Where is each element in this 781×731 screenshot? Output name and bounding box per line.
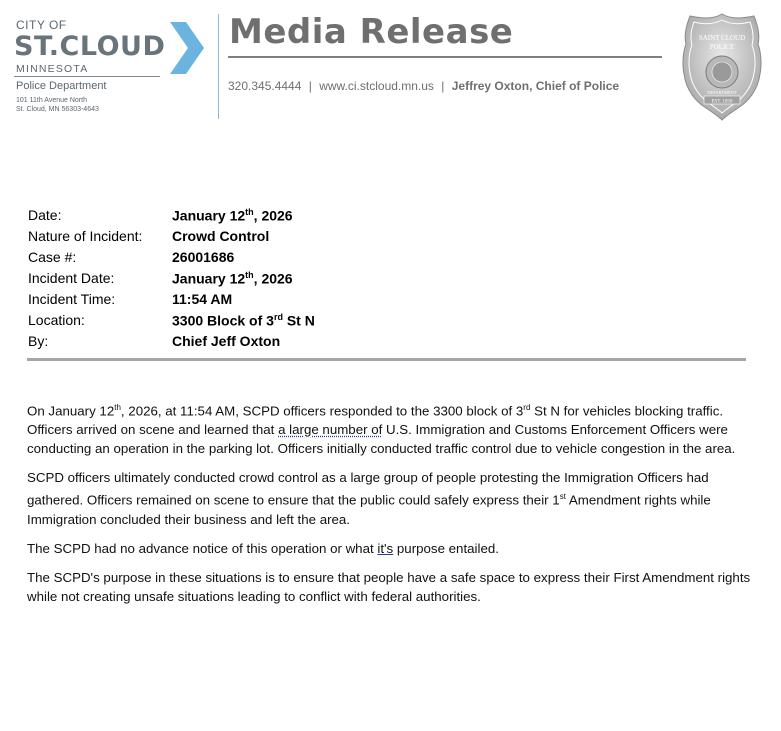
incident-info-table (28, 207, 728, 354)
police-badge-icon (682, 12, 762, 122)
location-value: 3300 Block of 3rd St N (172, 312, 315, 329)
info-row-case (28, 249, 728, 270)
date-label: Date: (28, 207, 62, 223)
nature-label: Nature of Incident: (28, 228, 143, 244)
separator: | (441, 79, 445, 93)
info-row-by (28, 333, 728, 354)
logo-city-name: ST.CLOUD (14, 31, 166, 62)
body-paragraph-1: On January 12th, 2026, at 11:54 AM, SCPD officers responded to the 3300 block of 3rd St N for vehicles blocking traffic. Officers arrived on scene and learned that a large number of U.S. Immigration and Customs Enforcement Officers were conducting an operation in the parking lot. Officers initially conducted traffic control due to vehicle congestion in the area. (27, 403, 736, 457)
badge-top-text: SAINT CLOUD (698, 34, 746, 42)
by-label: By: (28, 333, 49, 349)
city-logo (14, 18, 214, 118)
logo-address-line2: St. Cloud, MN 56303-4643 (16, 106, 99, 113)
logo-city-of: CITY OF (16, 18, 67, 32)
logo-state: MINNESOTA (16, 63, 89, 75)
badge-est-text: EST. 1858 (711, 99, 733, 105)
contact-line (228, 79, 619, 93)
info-row-incident-time (28, 291, 728, 312)
body-paragraph-4: The SCPD's purpose in these situations is to ensure that people have a safe space to express their First Amendment rights while not creating unsafe situations leading to conflict with federal authorities. (27, 569, 751, 604)
media-release-title: Media Release (229, 12, 514, 52)
case-label: Case #: (28, 249, 77, 265)
logo-address-line1: 101 11th Avenue North (16, 97, 87, 104)
incident-date-value: January 12th, 2026 (172, 270, 293, 287)
phone-number: 320.345.4444 (228, 79, 302, 93)
incident-time-value: 11:54 AM (172, 291, 233, 307)
separator: | (308, 79, 312, 93)
incident-date-label: Incident Date: (28, 270, 115, 286)
section-divider (27, 358, 746, 361)
badge-band-text: DEPARTMENT (707, 90, 737, 95)
logo-rule (14, 76, 160, 77)
location-label: Location: (28, 312, 85, 328)
case-value: 26001686 (172, 249, 235, 265)
info-row-nature (28, 228, 728, 249)
body-paragraph-3: The SCPD had no advance notice of this operation or what it's purpose entailed. (27, 540, 499, 556)
info-row-incident-date (28, 270, 728, 291)
website-link[interactable]: www.ci.stcloud.mn.us (319, 79, 434, 93)
release-body (27, 398, 751, 616)
by-value: Chief Jeff Oxton (172, 333, 281, 349)
chief-name: Jeffrey Oxton, Chief of Police (451, 79, 620, 93)
header-divider (218, 14, 219, 119)
body-paragraph-2: SCPD officers ultimately conducted crowd control as a large group of people protesting the Immigration Officers had gathered. Officers remained on scene to ensure that the public could safely express their 1st Amendment rights while Immigration concluded their business and left the area. (27, 470, 711, 527)
nature-value: Crowd Control (172, 228, 270, 244)
title-rule (228, 56, 662, 58)
badge-middle-text: POLICE (709, 43, 735, 51)
logo-department: Police Department (16, 80, 107, 92)
incident-time-label: Incident Time: (28, 291, 116, 307)
info-row-date (28, 207, 728, 228)
info-row-location (28, 312, 728, 333)
date-value: January 12th, 2026 (172, 207, 293, 224)
chevron-right-icon (166, 22, 206, 74)
